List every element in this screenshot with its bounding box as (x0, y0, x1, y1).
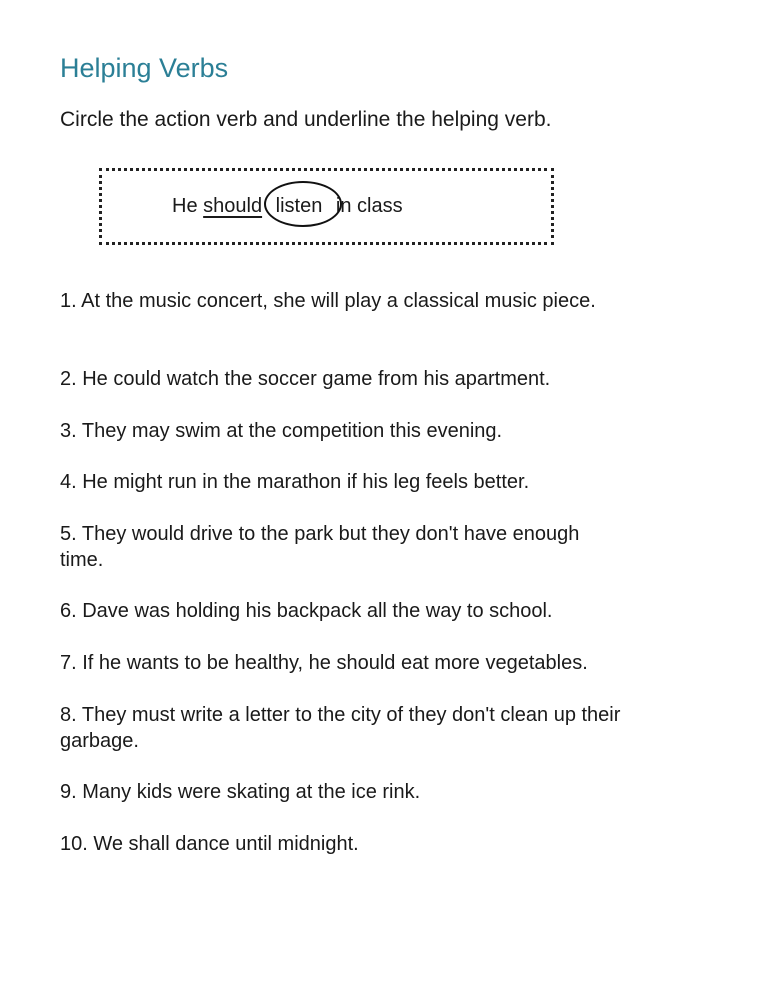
circle-mark-icon (264, 181, 342, 227)
example-word-after: in class (335, 195, 403, 217)
example-action-verb: listen (275, 195, 323, 217)
example-helping-verb: should (203, 195, 263, 217)
question-3: 3. They may swim at the competition this evening. (60, 420, 503, 442)
question-8: 8. They must write a letter to the city of they don't clean up their garbage. (60, 704, 621, 752)
instruction-text: Circle the action verb and underline the helping verb. (60, 108, 552, 131)
question-6: 6. Dave was holding his backpack all the way to school. (60, 600, 553, 622)
question-10: 10. We shall dance until midnight. (60, 833, 359, 855)
question-5: 5. They would drive to the park but they don't have enough time. (60, 523, 580, 571)
question-9: 9. Many kids were skating at the ice rink. (60, 781, 421, 803)
example-action-verb-wrap (268, 193, 331, 219)
question-2: 2. He could watch the soccer game from his apartment. (60, 368, 551, 390)
example-sentence (172, 193, 403, 219)
example-word-before: He (172, 195, 198, 217)
question-7: 7. If he wants to be healthy, he should eat more vegetables. (60, 652, 588, 674)
question-4: 4. He might run in the marathon if his leg feels better. (60, 471, 530, 493)
example-box (99, 168, 554, 245)
question-1: 1. At the music concert, she will play a classical music piece. (60, 290, 596, 312)
page-title: Helping Verbs (60, 53, 229, 83)
